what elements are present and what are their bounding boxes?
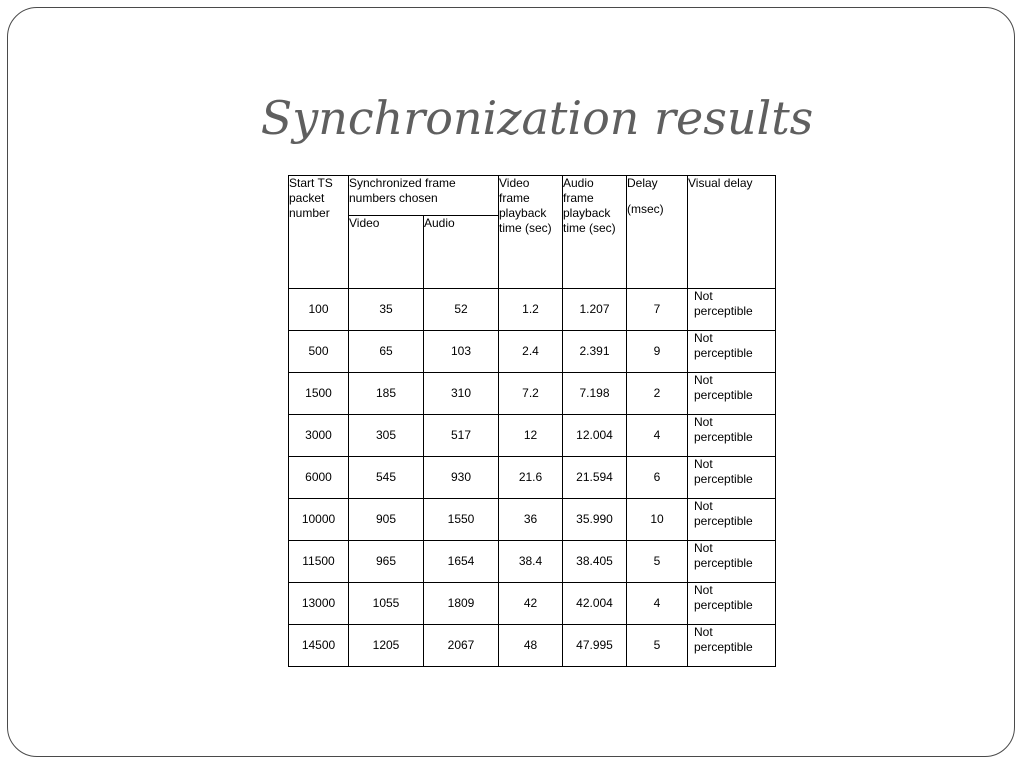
visual-delay-text: perceptible bbox=[694, 514, 753, 528]
cell-video-time: 7.2 bbox=[499, 373, 563, 415]
header-delay bbox=[627, 176, 688, 289]
cell-delay: 5 bbox=[627, 541, 688, 583]
cell-video-frame: 965 bbox=[349, 541, 424, 583]
cell-video-frame: 545 bbox=[349, 457, 424, 499]
cell-visual-delay bbox=[688, 289, 776, 331]
header-start-ts: Start TS packet number bbox=[289, 176, 349, 289]
cell-start-ts: 6000 bbox=[289, 457, 349, 499]
header-video-time: Video frame playback time (sec) bbox=[499, 176, 563, 289]
cell-audio-frame: 310 bbox=[424, 373, 499, 415]
cell-start-ts: 10000 bbox=[289, 499, 349, 541]
cell-video-time: 48 bbox=[499, 625, 563, 667]
visual-delay-text: Not bbox=[694, 331, 713, 345]
table-row bbox=[289, 331, 776, 373]
cell-audio-time: 42.004 bbox=[563, 583, 627, 625]
cell-visual-delay bbox=[688, 457, 776, 499]
cell-video-time: 42 bbox=[499, 583, 563, 625]
visual-delay-text: Not bbox=[694, 289, 713, 303]
cell-audio-frame: 517 bbox=[424, 415, 499, 457]
cell-visual-delay bbox=[688, 625, 776, 667]
cell-video-time: 36 bbox=[499, 499, 563, 541]
visual-delay-text: perceptible bbox=[694, 640, 753, 654]
visual-delay-text: Not bbox=[694, 457, 713, 471]
cell-visual-delay bbox=[688, 331, 776, 373]
cell-video-frame: 65 bbox=[349, 331, 424, 373]
cell-audio-frame: 52 bbox=[424, 289, 499, 331]
cell-start-ts: 14500 bbox=[289, 625, 349, 667]
cell-audio-time: 47.995 bbox=[563, 625, 627, 667]
header-audio-time: Audio frame playback time (sec) bbox=[563, 176, 627, 289]
cell-delay: 9 bbox=[627, 331, 688, 373]
cell-visual-delay bbox=[688, 541, 776, 583]
visual-delay-text: perceptible bbox=[694, 598, 753, 612]
visual-delay-text: Not bbox=[694, 541, 713, 555]
cell-audio-time: 21.594 bbox=[563, 457, 627, 499]
table-row bbox=[289, 373, 776, 415]
cell-delay: 7 bbox=[627, 289, 688, 331]
table-row bbox=[289, 457, 776, 499]
cell-video-frame: 305 bbox=[349, 415, 424, 457]
results-body bbox=[289, 289, 776, 667]
cell-audio-frame: 103 bbox=[424, 331, 499, 373]
cell-delay: 5 bbox=[627, 625, 688, 667]
cell-video-frame: 35 bbox=[349, 289, 424, 331]
visual-delay-text: Not bbox=[694, 583, 713, 597]
cell-visual-delay bbox=[688, 373, 776, 415]
cell-delay: 4 bbox=[627, 415, 688, 457]
table-row bbox=[289, 541, 776, 583]
cell-delay: 10 bbox=[627, 499, 688, 541]
cell-audio-time: 35.990 bbox=[563, 499, 627, 541]
cell-video-time: 21.6 bbox=[499, 457, 563, 499]
visual-delay-text: perceptible bbox=[694, 346, 753, 360]
cell-video-time: 38.4 bbox=[499, 541, 563, 583]
header-sync-frames: Synchronized frame numbers chosen bbox=[349, 176, 499, 216]
visual-delay-text: perceptible bbox=[694, 430, 753, 444]
cell-delay: 4 bbox=[627, 583, 688, 625]
cell-video-time: 1.2 bbox=[499, 289, 563, 331]
visual-delay-text: Not bbox=[694, 499, 713, 513]
cell-start-ts: 13000 bbox=[289, 583, 349, 625]
cell-video-frame: 185 bbox=[349, 373, 424, 415]
cell-start-ts: 11500 bbox=[289, 541, 349, 583]
cell-audio-frame: 930 bbox=[424, 457, 499, 499]
cell-start-ts: 500 bbox=[289, 331, 349, 373]
cell-start-ts: 100 bbox=[289, 289, 349, 331]
table-row bbox=[289, 625, 776, 667]
table-row bbox=[289, 499, 776, 541]
cell-video-frame: 1055 bbox=[349, 583, 424, 625]
table-row bbox=[289, 415, 776, 457]
cell-audio-frame: 1654 bbox=[424, 541, 499, 583]
visual-delay-text: Not bbox=[694, 373, 713, 387]
cell-visual-delay bbox=[688, 415, 776, 457]
visual-delay-text: perceptible bbox=[694, 388, 753, 402]
cell-video-frame: 1205 bbox=[349, 625, 424, 667]
cell-audio-time: 2.391 bbox=[563, 331, 627, 373]
cell-start-ts: 3000 bbox=[289, 415, 349, 457]
cell-video-time: 2.4 bbox=[499, 331, 563, 373]
header-delay-unit: (msec) bbox=[627, 202, 664, 216]
cell-start-ts: 1500 bbox=[289, 373, 349, 415]
results-table bbox=[288, 175, 776, 667]
table-row bbox=[289, 289, 776, 331]
header-audio: Audio bbox=[424, 216, 499, 289]
header-video: Video bbox=[349, 216, 424, 289]
header-row-top bbox=[289, 176, 776, 216]
header-visual-delay: Visual delay bbox=[688, 176, 776, 289]
cell-delay: 2 bbox=[627, 373, 688, 415]
cell-audio-frame: 1550 bbox=[424, 499, 499, 541]
visual-delay-text: Not bbox=[694, 625, 713, 639]
cell-video-frame: 905 bbox=[349, 499, 424, 541]
visual-delay-text: perceptible bbox=[694, 556, 753, 570]
visual-delay-text: Not bbox=[694, 415, 713, 429]
cell-visual-delay bbox=[688, 499, 776, 541]
cell-delay: 6 bbox=[627, 457, 688, 499]
slide-title: Synchronization results bbox=[260, 91, 814, 145]
cell-audio-time: 12.004 bbox=[563, 415, 627, 457]
cell-audio-frame: 1809 bbox=[424, 583, 499, 625]
header-delay-label: Delay bbox=[627, 176, 658, 190]
cell-video-time: 12 bbox=[499, 415, 563, 457]
visual-delay-text: perceptible bbox=[694, 472, 753, 486]
table-row bbox=[289, 583, 776, 625]
cell-audio-frame: 2067 bbox=[424, 625, 499, 667]
cell-audio-time: 38.405 bbox=[563, 541, 627, 583]
cell-visual-delay bbox=[688, 583, 776, 625]
cell-audio-time: 1.207 bbox=[563, 289, 627, 331]
visual-delay-text: perceptible bbox=[694, 304, 753, 318]
cell-audio-time: 7.198 bbox=[563, 373, 627, 415]
